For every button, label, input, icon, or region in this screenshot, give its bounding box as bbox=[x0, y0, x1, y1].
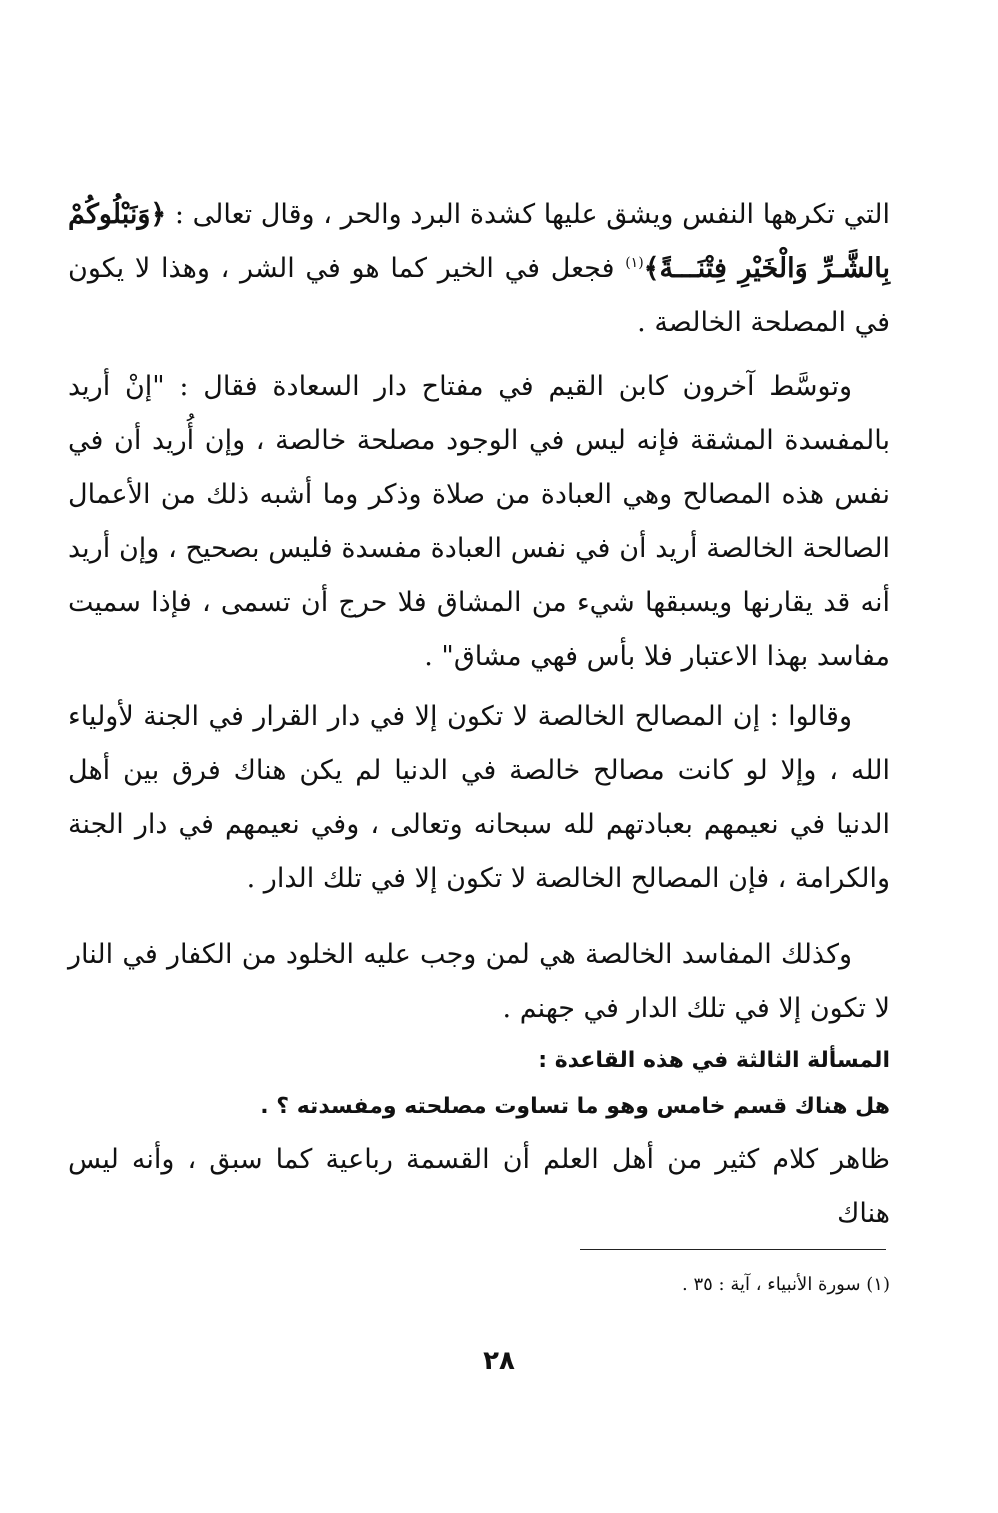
paragraph-1-after-quote: فجعل في الخير كما هو في الشر ، وهذا لا يكون في المصلحة الخالصة . bbox=[68, 253, 890, 338]
footnote-reference[interactable]: (١) bbox=[625, 255, 644, 271]
section-heading: المسألة الثالثة في هذه القاعدة : bbox=[538, 1048, 890, 1073]
paragraph-5 bbox=[68, 1133, 890, 1241]
quran-verse: ﴿وَنَبْلُوكُمْ بِالشَّـرِّ وَالْخَيْرِ فِتْنَـــةً﴾ bbox=[68, 199, 891, 284]
paragraph-1-text bbox=[68, 188, 890, 350]
paragraph-2 bbox=[68, 360, 890, 684]
paragraph-1-before-quote: التي تكرهها النفس ويشق عليها كشدة البرد والحر ، وقال تعالى : bbox=[166, 199, 890, 230]
section-question: هل هناك قسم خامس وهو ما تساوت مصلحته ومفسدته ؟ . bbox=[260, 1094, 890, 1119]
paragraph-4-text: وكذلك المفاسد الخالصة هي لمن وجب عليه الخلود من الكفار في النار لا تكون إلا في تلك الدار في جهنم . bbox=[68, 939, 890, 1024]
paragraph-3-text: وقالوا : إن المصالح الخالصة لا تكون إلا في دار القرار في الجنة لأولياء الله ، وإلا لو كانت مصالح خالصة في الدنيا لم يكن هناك فرق بين أهل الدنيا في نعيمهم بعبادتهم لله سبحانه وتعالى ، وفي نعيمهم في دار الجنة والكرامة ، فإن المصالح الخالصة لا تكون إلا في تلك الدار . bbox=[68, 701, 890, 894]
paragraph-4 bbox=[68, 928, 890, 1036]
paragraph-2-text: وتوسَّط آخرون كابن القيم في مفتاح دار السعادة فقال : "إنْ أريد بالمفسدة المشقة فإنه ليس في الوجود مصلحة خالصة ، وإن أُريد أن في نفس هذه المصالح وهي العبادة من صلاة وذكر وما أشبه ذلك من الأعمال الصالحة الخالصة أريد أن في نفس العبادة مفسدة فليس بصحيح ، وإن أريد أنه قد يقارنها ويسبقها شيء من المشاق فلا حرج أن تسمى ، فإذا سميت مفاسد بهذا الاعتبار فلا بأس فهي مشاق" . bbox=[68, 371, 890, 672]
paragraph-3 bbox=[68, 690, 890, 906]
footnote: (١) سورة الأنبياء ، آية : ٣٥ . bbox=[682, 1274, 890, 1295]
footnote-divider bbox=[580, 1249, 886, 1250]
page-number: ٢٨ bbox=[483, 1346, 515, 1376]
paragraph-1 bbox=[68, 188, 890, 350]
paragraph-5-text: ظاهر كلام كثير من أهل العلم أن القسمة رباعية كما سبق ، وأنه ليس هناك bbox=[68, 1144, 890, 1229]
